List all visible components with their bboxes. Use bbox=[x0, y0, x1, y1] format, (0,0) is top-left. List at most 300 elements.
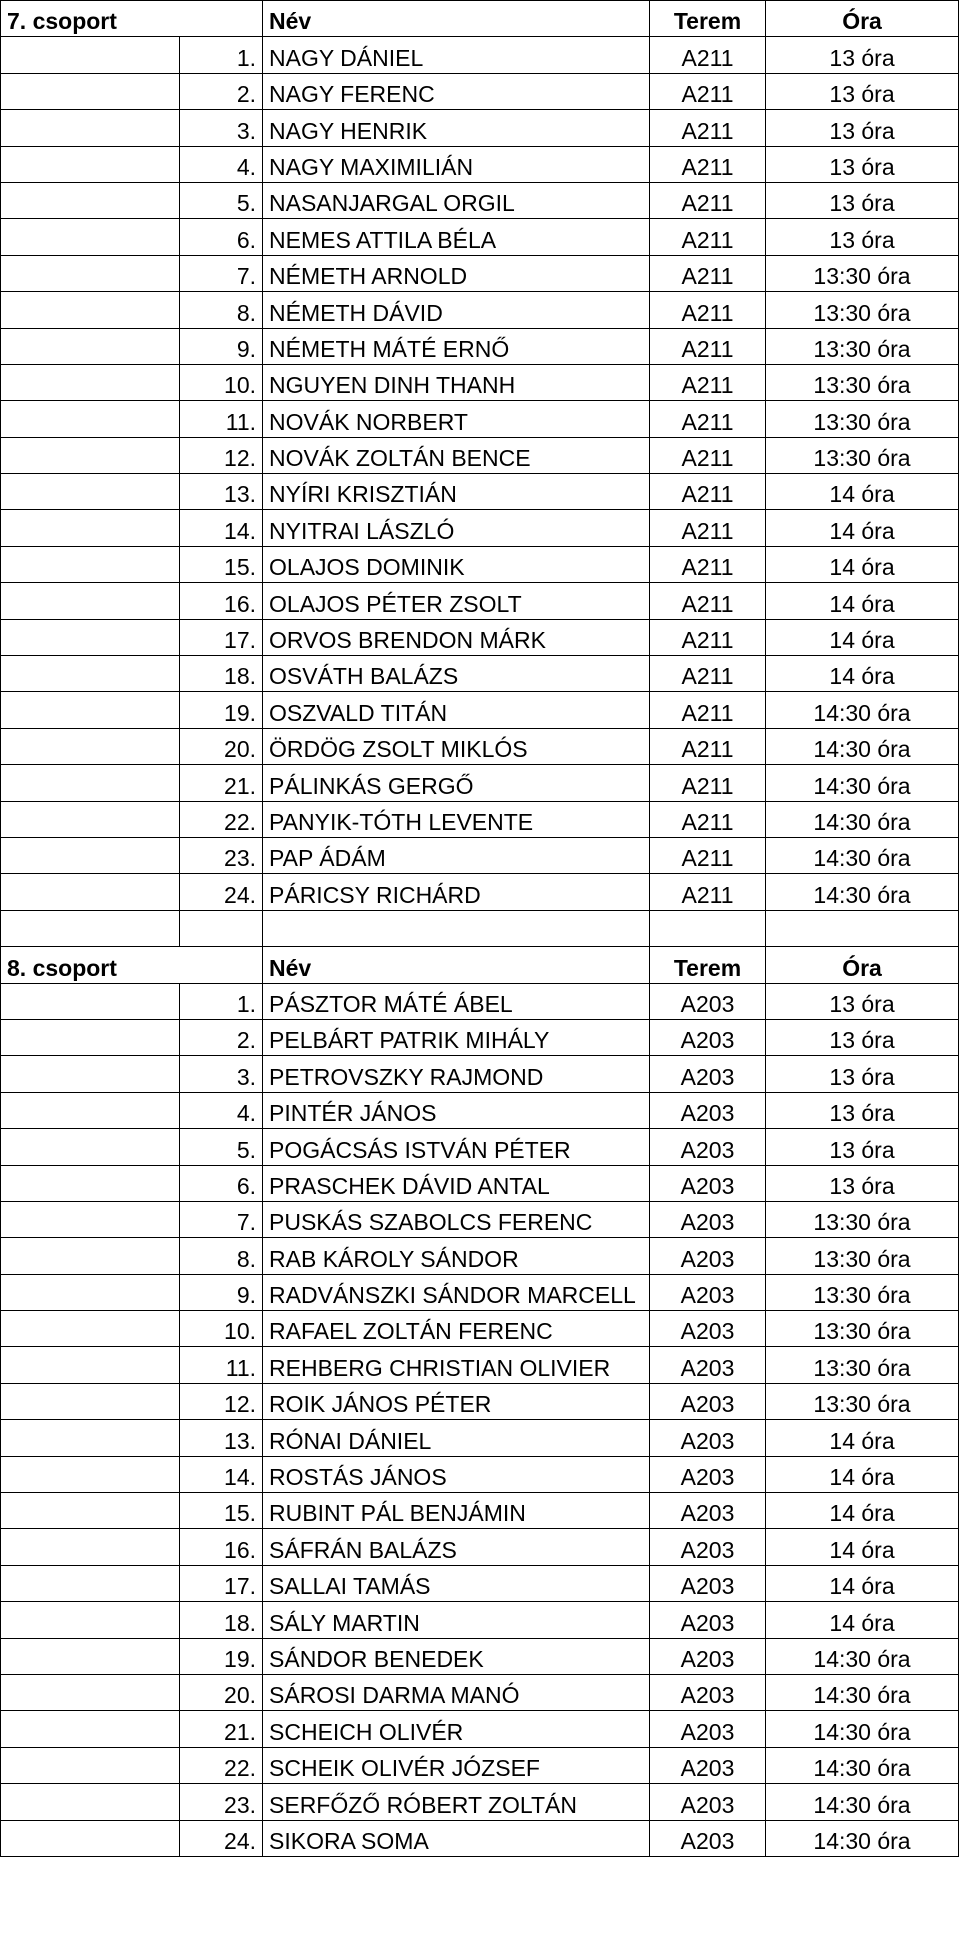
room-cell: A203 bbox=[650, 1311, 766, 1347]
row-number: 8. bbox=[180, 1238, 263, 1274]
room-cell: A203 bbox=[650, 1420, 766, 1456]
empty-cell bbox=[1, 1238, 180, 1274]
empty-cell bbox=[1, 1383, 180, 1419]
row-number: 2. bbox=[180, 1019, 263, 1055]
time-cell: 13:30 óra bbox=[766, 1347, 959, 1383]
empty-cell bbox=[1, 656, 180, 692]
schedule-body bbox=[1, 1, 959, 1857]
time-cell: 13 óra bbox=[766, 1165, 959, 1201]
room-cell: A211 bbox=[650, 401, 766, 437]
empty-cell bbox=[1, 1529, 180, 1565]
empty-cell bbox=[1, 1456, 180, 1492]
empty-cell bbox=[1, 73, 180, 109]
time-cell: 13:30 óra bbox=[766, 292, 959, 328]
table-row bbox=[1, 765, 959, 801]
empty-cell bbox=[1, 1674, 180, 1710]
room-cell: A211 bbox=[650, 656, 766, 692]
row-number: 24. bbox=[180, 1820, 263, 1856]
empty-cell bbox=[1, 37, 180, 73]
table-row bbox=[1, 801, 959, 837]
empty-cell bbox=[766, 910, 959, 946]
table-row bbox=[1, 1456, 959, 1492]
empty-cell bbox=[1, 292, 180, 328]
room-cell: A211 bbox=[650, 765, 766, 801]
room-cell: A203 bbox=[650, 1274, 766, 1310]
student-name: NGUYEN DINH THANH bbox=[263, 364, 650, 400]
time-cell: 13:30 óra bbox=[766, 255, 959, 291]
room-cell: A203 bbox=[650, 1565, 766, 1601]
column-header-time: Óra bbox=[766, 947, 959, 983]
room-cell: A211 bbox=[650, 37, 766, 73]
table-row bbox=[1, 983, 959, 1019]
empty-cell bbox=[1, 1019, 180, 1055]
student-name: ROIK JÁNOS PÉTER bbox=[263, 1383, 650, 1419]
empty-cell bbox=[1, 619, 180, 655]
student-name: NÉMETH MÁTÉ ERNŐ bbox=[263, 328, 650, 364]
row-number: 11. bbox=[180, 401, 263, 437]
row-number: 13. bbox=[180, 474, 263, 510]
table-row bbox=[1, 1747, 959, 1783]
row-number: 16. bbox=[180, 1529, 263, 1565]
student-name: POGÁCSÁS ISTVÁN PÉTER bbox=[263, 1129, 650, 1165]
time-cell: 13:30 óra bbox=[766, 437, 959, 473]
empty-cell bbox=[1, 728, 180, 764]
time-cell: 13 óra bbox=[766, 37, 959, 73]
row-number: 7. bbox=[180, 255, 263, 291]
room-cell: A203 bbox=[650, 1019, 766, 1055]
empty-cell bbox=[1, 837, 180, 873]
time-cell: 13:30 óra bbox=[766, 401, 959, 437]
table-row bbox=[1, 110, 959, 146]
table-row bbox=[1, 583, 959, 619]
room-cell: A203 bbox=[650, 1602, 766, 1638]
student-name: SIKORA SOMA bbox=[263, 1820, 650, 1856]
table-row bbox=[1, 1493, 959, 1529]
student-name: SALLAI TAMÁS bbox=[263, 1565, 650, 1601]
row-number: 4. bbox=[180, 146, 263, 182]
table-row bbox=[1, 1092, 959, 1128]
student-name: SERFŐZŐ RÓBERT ZOLTÁN bbox=[263, 1784, 650, 1820]
room-cell: A203 bbox=[650, 1092, 766, 1128]
group-header-row bbox=[1, 1, 959, 37]
table-row bbox=[1, 510, 959, 546]
table-row bbox=[1, 1347, 959, 1383]
empty-cell bbox=[1, 983, 180, 1019]
row-number: 1. bbox=[180, 983, 263, 1019]
empty-cell bbox=[1, 146, 180, 182]
empty-cell bbox=[1, 874, 180, 910]
row-number: 21. bbox=[180, 1711, 263, 1747]
student-name: PINTÉR JÁNOS bbox=[263, 1092, 650, 1128]
empty-cell bbox=[1, 110, 180, 146]
time-cell: 14 óra bbox=[766, 510, 959, 546]
row-number: 22. bbox=[180, 1747, 263, 1783]
table-row bbox=[1, 728, 959, 764]
row-number: 17. bbox=[180, 619, 263, 655]
room-cell: A203 bbox=[650, 1747, 766, 1783]
table-row bbox=[1, 1311, 959, 1347]
empty-cell bbox=[1, 474, 180, 510]
student-name: PETROVSZKY RAJMOND bbox=[263, 1056, 650, 1092]
room-cell: A203 bbox=[650, 1674, 766, 1710]
row-number: 5. bbox=[180, 1129, 263, 1165]
time-cell: 13 óra bbox=[766, 1056, 959, 1092]
row-number: 19. bbox=[180, 1638, 263, 1674]
time-cell: 14 óra bbox=[766, 1493, 959, 1529]
row-number: 7. bbox=[180, 1201, 263, 1237]
room-cell: A211 bbox=[650, 728, 766, 764]
time-cell: 14:30 óra bbox=[766, 1674, 959, 1710]
empty-cell bbox=[1, 1165, 180, 1201]
student-name: PAP ÁDÁM bbox=[263, 837, 650, 873]
room-cell: A203 bbox=[650, 1711, 766, 1747]
empty-cell bbox=[1, 1493, 180, 1529]
empty-cell bbox=[1, 1638, 180, 1674]
row-number: 18. bbox=[180, 656, 263, 692]
table-row bbox=[1, 1201, 959, 1237]
empty-cell bbox=[1, 1201, 180, 1237]
table-row bbox=[1, 1420, 959, 1456]
row-number: 15. bbox=[180, 1493, 263, 1529]
student-name: REHBERG CHRISTIAN OLIVIER bbox=[263, 1347, 650, 1383]
empty-cell bbox=[1, 1747, 180, 1783]
room-cell: A203 bbox=[650, 1529, 766, 1565]
row-number: 3. bbox=[180, 110, 263, 146]
student-name: NAGY FERENC bbox=[263, 73, 650, 109]
time-cell: 14:30 óra bbox=[766, 874, 959, 910]
room-cell: A203 bbox=[650, 1201, 766, 1237]
row-number: 9. bbox=[180, 328, 263, 364]
room-cell: A211 bbox=[650, 474, 766, 510]
student-name: ROSTÁS JÁNOS bbox=[263, 1456, 650, 1492]
empty-cell bbox=[1, 1274, 180, 1310]
empty-cell bbox=[1, 1347, 180, 1383]
room-cell: A211 bbox=[650, 110, 766, 146]
table-row bbox=[1, 656, 959, 692]
time-cell: 13 óra bbox=[766, 1129, 959, 1165]
room-cell: A211 bbox=[650, 546, 766, 582]
row-number: 1. bbox=[180, 37, 263, 73]
table-row bbox=[1, 73, 959, 109]
empty-cell bbox=[1, 801, 180, 837]
row-number: 16. bbox=[180, 583, 263, 619]
row-number: 5. bbox=[180, 182, 263, 218]
room-cell: A211 bbox=[650, 182, 766, 218]
time-cell: 13 óra bbox=[766, 219, 959, 255]
time-cell: 13:30 óra bbox=[766, 328, 959, 364]
student-name: ORVOS BRENDON MÁRK bbox=[263, 619, 650, 655]
room-cell: A203 bbox=[650, 1056, 766, 1092]
time-cell: 13 óra bbox=[766, 1092, 959, 1128]
row-number: 23. bbox=[180, 1784, 263, 1820]
table-row bbox=[1, 255, 959, 291]
room-cell: A211 bbox=[650, 837, 766, 873]
time-cell: 14 óra bbox=[766, 583, 959, 619]
empty-cell bbox=[1, 255, 180, 291]
student-name: PUSKÁS SZABOLCS FERENC bbox=[263, 1201, 650, 1237]
row-number: 10. bbox=[180, 1311, 263, 1347]
student-name: NAGY MAXIMILIÁN bbox=[263, 146, 650, 182]
student-name: NÉMETH DÁVID bbox=[263, 292, 650, 328]
empty-cell bbox=[1, 364, 180, 400]
time-cell: 13:30 óra bbox=[766, 1238, 959, 1274]
table-row bbox=[1, 1565, 959, 1601]
student-name: SCHEIK OLIVÉR JÓZSEF bbox=[263, 1747, 650, 1783]
table-row bbox=[1, 182, 959, 218]
student-name: SCHEICH OLIVÉR bbox=[263, 1711, 650, 1747]
table-row bbox=[1, 1711, 959, 1747]
table-row bbox=[1, 437, 959, 473]
table-row bbox=[1, 619, 959, 655]
room-cell: A211 bbox=[650, 583, 766, 619]
column-header-name: Név bbox=[263, 1, 650, 37]
student-name: SÁFRÁN BALÁZS bbox=[263, 1529, 650, 1565]
room-cell: A203 bbox=[650, 1456, 766, 1492]
empty-cell bbox=[1, 1420, 180, 1456]
time-cell: 14:30 óra bbox=[766, 1711, 959, 1747]
room-cell: A211 bbox=[650, 219, 766, 255]
student-name: NEMES ATTILA BÉLA bbox=[263, 219, 650, 255]
room-cell: A203 bbox=[650, 1165, 766, 1201]
column-header-time: Óra bbox=[766, 1, 959, 37]
row-number: 17. bbox=[180, 1565, 263, 1601]
time-cell: 14 óra bbox=[766, 1420, 959, 1456]
row-number: 24. bbox=[180, 874, 263, 910]
student-name: NYÍRI KRISZTIÁN bbox=[263, 474, 650, 510]
row-number: 20. bbox=[180, 1674, 263, 1710]
group-header-row bbox=[1, 947, 959, 983]
student-name: ÖRDÖG ZSOLT MIKLÓS bbox=[263, 728, 650, 764]
table-row bbox=[1, 364, 959, 400]
time-cell: 13:30 óra bbox=[766, 1274, 959, 1310]
room-cell: A211 bbox=[650, 73, 766, 109]
table-row bbox=[1, 1274, 959, 1310]
empty-cell bbox=[1, 437, 180, 473]
room-cell: A203 bbox=[650, 1493, 766, 1529]
room-cell: A211 bbox=[650, 692, 766, 728]
student-name: NÉMETH ARNOLD bbox=[263, 255, 650, 291]
student-name: OSZVALD TITÁN bbox=[263, 692, 650, 728]
empty-cell bbox=[1, 510, 180, 546]
empty-cell bbox=[1, 910, 180, 946]
table-row bbox=[1, 1529, 959, 1565]
time-cell: 14:30 óra bbox=[766, 1747, 959, 1783]
time-cell: 14 óra bbox=[766, 1529, 959, 1565]
room-cell: A211 bbox=[650, 510, 766, 546]
room-cell: A211 bbox=[650, 146, 766, 182]
time-cell: 14 óra bbox=[766, 619, 959, 655]
row-number: 3. bbox=[180, 1056, 263, 1092]
time-cell: 14 óra bbox=[766, 1565, 959, 1601]
time-cell: 14:30 óra bbox=[766, 692, 959, 728]
table-row bbox=[1, 1820, 959, 1856]
column-header-room: Terem bbox=[650, 1, 766, 37]
student-name: NASANJARGAL ORGIL bbox=[263, 182, 650, 218]
table-row bbox=[1, 292, 959, 328]
table-row bbox=[1, 146, 959, 182]
table-row bbox=[1, 546, 959, 582]
row-number: 6. bbox=[180, 1165, 263, 1201]
table-row bbox=[1, 1383, 959, 1419]
empty-cell bbox=[1, 401, 180, 437]
empty-cell bbox=[1, 1820, 180, 1856]
time-cell: 13 óra bbox=[766, 182, 959, 218]
room-cell: A203 bbox=[650, 983, 766, 1019]
student-name: RAFAEL ZOLTÁN FERENC bbox=[263, 1311, 650, 1347]
student-name: RAB KÁROLY SÁNDOR bbox=[263, 1238, 650, 1274]
empty-cell bbox=[1, 546, 180, 582]
time-cell: 13 óra bbox=[766, 1019, 959, 1055]
empty-cell bbox=[1, 692, 180, 728]
group-title: 7. csoport bbox=[1, 1, 263, 37]
table-row bbox=[1, 37, 959, 73]
time-cell: 13 óra bbox=[766, 73, 959, 109]
student-name: OLAJOS PÉTER ZSOLT bbox=[263, 583, 650, 619]
column-header-room: Terem bbox=[650, 947, 766, 983]
table-row bbox=[1, 1638, 959, 1674]
time-cell: 14 óra bbox=[766, 474, 959, 510]
room-cell: A203 bbox=[650, 1347, 766, 1383]
student-name: RUBINT PÁL BENJÁMIN bbox=[263, 1493, 650, 1529]
time-cell: 14:30 óra bbox=[766, 1784, 959, 1820]
empty-cell bbox=[1, 1129, 180, 1165]
room-cell: A211 bbox=[650, 874, 766, 910]
student-name: NOVÁK ZOLTÁN BENCE bbox=[263, 437, 650, 473]
row-number: 13. bbox=[180, 1420, 263, 1456]
empty-cell bbox=[1, 328, 180, 364]
student-name: NYITRAI LÁSZLÓ bbox=[263, 510, 650, 546]
table-row bbox=[1, 401, 959, 437]
row-number: 12. bbox=[180, 437, 263, 473]
row-number: 14. bbox=[180, 1456, 263, 1492]
room-cell: A203 bbox=[650, 1638, 766, 1674]
row-number: 8. bbox=[180, 292, 263, 328]
table-row bbox=[1, 1165, 959, 1201]
row-number: 22. bbox=[180, 801, 263, 837]
spacer-row bbox=[1, 910, 959, 946]
time-cell: 14 óra bbox=[766, 1456, 959, 1492]
table-row bbox=[1, 328, 959, 364]
time-cell: 14:30 óra bbox=[766, 1638, 959, 1674]
room-cell: A211 bbox=[650, 255, 766, 291]
time-cell: 13:30 óra bbox=[766, 1383, 959, 1419]
table-row bbox=[1, 219, 959, 255]
student-name: PRASCHEK DÁVID ANTAL bbox=[263, 1165, 650, 1201]
room-cell: A211 bbox=[650, 801, 766, 837]
time-cell: 14:30 óra bbox=[766, 1820, 959, 1856]
empty-cell bbox=[650, 910, 766, 946]
group-title: 8. csoport bbox=[1, 947, 263, 983]
student-name: PÁLINKÁS GERGŐ bbox=[263, 765, 650, 801]
table-row bbox=[1, 1056, 959, 1092]
student-name: OSVÁTH BALÁZS bbox=[263, 656, 650, 692]
table-row bbox=[1, 1674, 959, 1710]
row-number: 21. bbox=[180, 765, 263, 801]
room-cell: A211 bbox=[650, 292, 766, 328]
row-number: 11. bbox=[180, 1347, 263, 1383]
empty-cell bbox=[1, 1602, 180, 1638]
table-row bbox=[1, 1602, 959, 1638]
empty-cell bbox=[1, 1711, 180, 1747]
row-number: 12. bbox=[180, 1383, 263, 1419]
table-row bbox=[1, 692, 959, 728]
time-cell: 13 óra bbox=[766, 983, 959, 1019]
row-number: 15. bbox=[180, 546, 263, 582]
row-number: 2. bbox=[180, 73, 263, 109]
row-number: 6. bbox=[180, 219, 263, 255]
table-row bbox=[1, 837, 959, 873]
time-cell: 13 óra bbox=[766, 146, 959, 182]
empty-cell bbox=[1, 583, 180, 619]
time-cell: 13 óra bbox=[766, 110, 959, 146]
empty-cell bbox=[1, 1311, 180, 1347]
time-cell: 13:30 óra bbox=[766, 364, 959, 400]
row-number: 14. bbox=[180, 510, 263, 546]
time-cell: 14:30 óra bbox=[766, 801, 959, 837]
student-name: NAGY HENRIK bbox=[263, 110, 650, 146]
row-number: 18. bbox=[180, 1602, 263, 1638]
table-row bbox=[1, 1019, 959, 1055]
student-name: PANYIK-TÓTH LEVENTE bbox=[263, 801, 650, 837]
room-cell: A211 bbox=[650, 328, 766, 364]
student-name: NOVÁK NORBERT bbox=[263, 401, 650, 437]
room-cell: A203 bbox=[650, 1129, 766, 1165]
table-row bbox=[1, 1238, 959, 1274]
student-name: SÁROSI DARMA MANÓ bbox=[263, 1674, 650, 1710]
empty-cell bbox=[1, 1092, 180, 1128]
student-name: SÁNDOR BENEDEK bbox=[263, 1638, 650, 1674]
row-number: 23. bbox=[180, 837, 263, 873]
empty-cell bbox=[1, 1056, 180, 1092]
room-cell: A211 bbox=[650, 364, 766, 400]
time-cell: 13:30 óra bbox=[766, 1201, 959, 1237]
room-cell: A211 bbox=[650, 619, 766, 655]
empty-cell bbox=[180, 910, 263, 946]
empty-cell bbox=[1, 1565, 180, 1601]
table-row bbox=[1, 1129, 959, 1165]
student-name: NAGY DÁNIEL bbox=[263, 37, 650, 73]
room-cell: A203 bbox=[650, 1784, 766, 1820]
empty-cell bbox=[1, 1784, 180, 1820]
room-cell: A203 bbox=[650, 1238, 766, 1274]
time-cell: 14 óra bbox=[766, 546, 959, 582]
empty-cell bbox=[1, 765, 180, 801]
table-row bbox=[1, 1784, 959, 1820]
time-cell: 14:30 óra bbox=[766, 728, 959, 764]
row-number: 10. bbox=[180, 364, 263, 400]
row-number: 9. bbox=[180, 1274, 263, 1310]
room-cell: A211 bbox=[650, 437, 766, 473]
row-number: 20. bbox=[180, 728, 263, 764]
row-number: 4. bbox=[180, 1092, 263, 1128]
student-name: PÁRICSY RICHÁRD bbox=[263, 874, 650, 910]
time-cell: 14 óra bbox=[766, 1602, 959, 1638]
empty-cell bbox=[1, 219, 180, 255]
table-row bbox=[1, 874, 959, 910]
empty-cell bbox=[263, 910, 650, 946]
student-name: OLAJOS DOMINIK bbox=[263, 546, 650, 582]
time-cell: 14 óra bbox=[766, 656, 959, 692]
room-cell: A203 bbox=[650, 1820, 766, 1856]
time-cell: 13:30 óra bbox=[766, 1311, 959, 1347]
column-header-name: Név bbox=[263, 947, 650, 983]
student-name: RADVÁNSZKI SÁNDOR MARCELL bbox=[263, 1274, 650, 1310]
room-cell: A203 bbox=[650, 1383, 766, 1419]
table-row bbox=[1, 474, 959, 510]
time-cell: 14:30 óra bbox=[766, 837, 959, 873]
student-name: RÓNAI DÁNIEL bbox=[263, 1420, 650, 1456]
time-cell: 14:30 óra bbox=[766, 765, 959, 801]
